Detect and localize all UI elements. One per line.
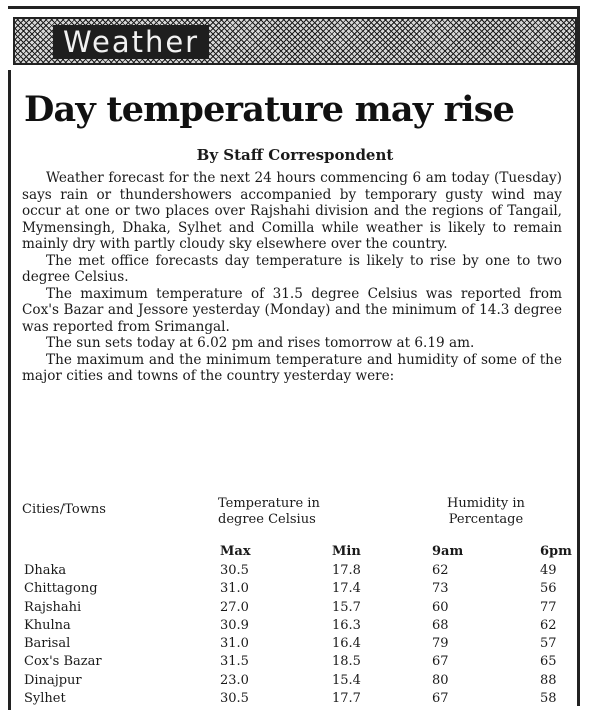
cell-min: 18.5 xyxy=(332,654,361,670)
table-row xyxy=(22,672,567,690)
table-row xyxy=(22,690,567,708)
cell-humidity-9am: 62 xyxy=(432,563,449,578)
right-rule xyxy=(577,6,580,706)
section-label: Weather xyxy=(53,25,209,59)
cell-city: Dinajpur xyxy=(24,672,82,688)
left-rule xyxy=(8,70,11,710)
cell-min: 17.4 xyxy=(332,581,361,597)
subheader-9am: 9am xyxy=(432,544,464,559)
cell-city: Dhaka xyxy=(24,563,67,578)
cell-min: 17.7 xyxy=(332,691,361,707)
cell-max: 31.5 xyxy=(220,654,249,670)
cell-max: 31.0 xyxy=(220,636,249,652)
table-row xyxy=(22,617,567,635)
cell-max: 30.9 xyxy=(220,617,249,633)
cell-humidity-6pm: 65 xyxy=(540,654,557,670)
cell-city: Cox's Bazar xyxy=(24,654,102,670)
cell-max: 30.5 xyxy=(220,691,249,707)
cell-humidity-6pm: 56 xyxy=(540,581,557,597)
paragraph: The maximum temperature of 31.5 degree Celsius was reported from Cox's Bazar and Jessore yesterday (Monday) and the minimum of 14.3 degree was reported from Srimangal. xyxy=(22,285,562,335)
cell-min: 15.7 xyxy=(332,599,361,615)
cell-max: 23.0 xyxy=(220,672,249,688)
header-city: Cities/Towns xyxy=(22,502,106,517)
paragraph: The sun sets today at 6.02 pm and rises tomorrow at 6.19 am. xyxy=(46,335,475,351)
cell-min: 16.3 xyxy=(332,617,361,633)
top-rule xyxy=(8,6,580,9)
cell-city: Barisal xyxy=(24,636,71,652)
cell-humidity-6pm: 49 xyxy=(540,563,557,578)
cell-humidity-9am: 67 xyxy=(432,654,449,670)
subheader-max: Max xyxy=(220,544,251,559)
header-temp-line2: degree Celsius xyxy=(218,512,316,527)
paragraph: Weather forecast for the next 24 hours commencing 6 am today (Tuesday) says rain or thundershowers accompanied by temporary gusty wind may occur at one or two places over Rajshahi division and the regions of Tangail, Mymensingh, Dhaka, Sylhet and Comilla while weather is likely to remain mainly dry with partly cloudy sky elsewhere over the country. xyxy=(22,170,562,252)
cell-humidity-9am: 80 xyxy=(432,672,449,688)
table-header xyxy=(22,496,567,544)
cell-humidity-9am: 60 xyxy=(432,599,449,615)
headline: Day temperature may rise xyxy=(24,89,515,130)
header-humidity xyxy=(447,496,525,528)
table-row xyxy=(22,562,567,580)
subheader-6pm: 6pm xyxy=(540,544,572,559)
cell-humidity-6pm: 57 xyxy=(540,636,557,652)
cell-max: 30.5 xyxy=(220,563,249,578)
cell-max: 31.0 xyxy=(220,581,249,597)
cell-city: Sylhet xyxy=(24,691,66,707)
cell-min: 17.8 xyxy=(332,563,361,578)
cell-min: 15.4 xyxy=(332,672,361,688)
cell-city: Rajshahi xyxy=(24,599,82,615)
table-row xyxy=(22,580,567,598)
weather-table xyxy=(22,496,572,708)
paragraph: The met office forecasts day temperature is likely to rise by one to two degree Celsius. xyxy=(22,252,562,285)
byline: By Staff Correspondent xyxy=(196,146,394,164)
cell-humidity-9am: 67 xyxy=(432,691,449,707)
subheader-min: Min xyxy=(332,544,361,559)
paragraph: The maximum and the minimum temperature and humidity of some of the major cities and towns of the country yesterday were: xyxy=(22,351,562,384)
cell-min: 16.4 xyxy=(332,636,361,652)
header-temperature xyxy=(218,496,320,528)
header-humidity-line1: Humidity in xyxy=(447,496,525,511)
article-body xyxy=(22,170,562,385)
cell-city: Khulna xyxy=(24,617,71,633)
cell-humidity-6pm: 88 xyxy=(540,672,557,688)
table-row xyxy=(22,653,567,671)
cell-humidity-6pm: 58 xyxy=(540,691,557,707)
section-banner xyxy=(13,17,577,65)
cell-humidity-6pm: 77 xyxy=(540,599,557,615)
cell-max: 27.0 xyxy=(220,599,249,615)
header-humidity-line2: Percentage xyxy=(448,512,524,527)
cell-humidity-6pm: 62 xyxy=(540,617,557,633)
table-row xyxy=(22,599,567,617)
header-temp-line1: Temperature in xyxy=(218,496,320,511)
cell-humidity-9am: 73 xyxy=(432,581,449,597)
table-row xyxy=(22,635,567,653)
cell-humidity-9am: 68 xyxy=(432,617,449,633)
cell-city: Chittagong xyxy=(24,581,98,597)
table-subheader xyxy=(22,544,572,562)
cell-humidity-9am: 79 xyxy=(432,636,449,652)
